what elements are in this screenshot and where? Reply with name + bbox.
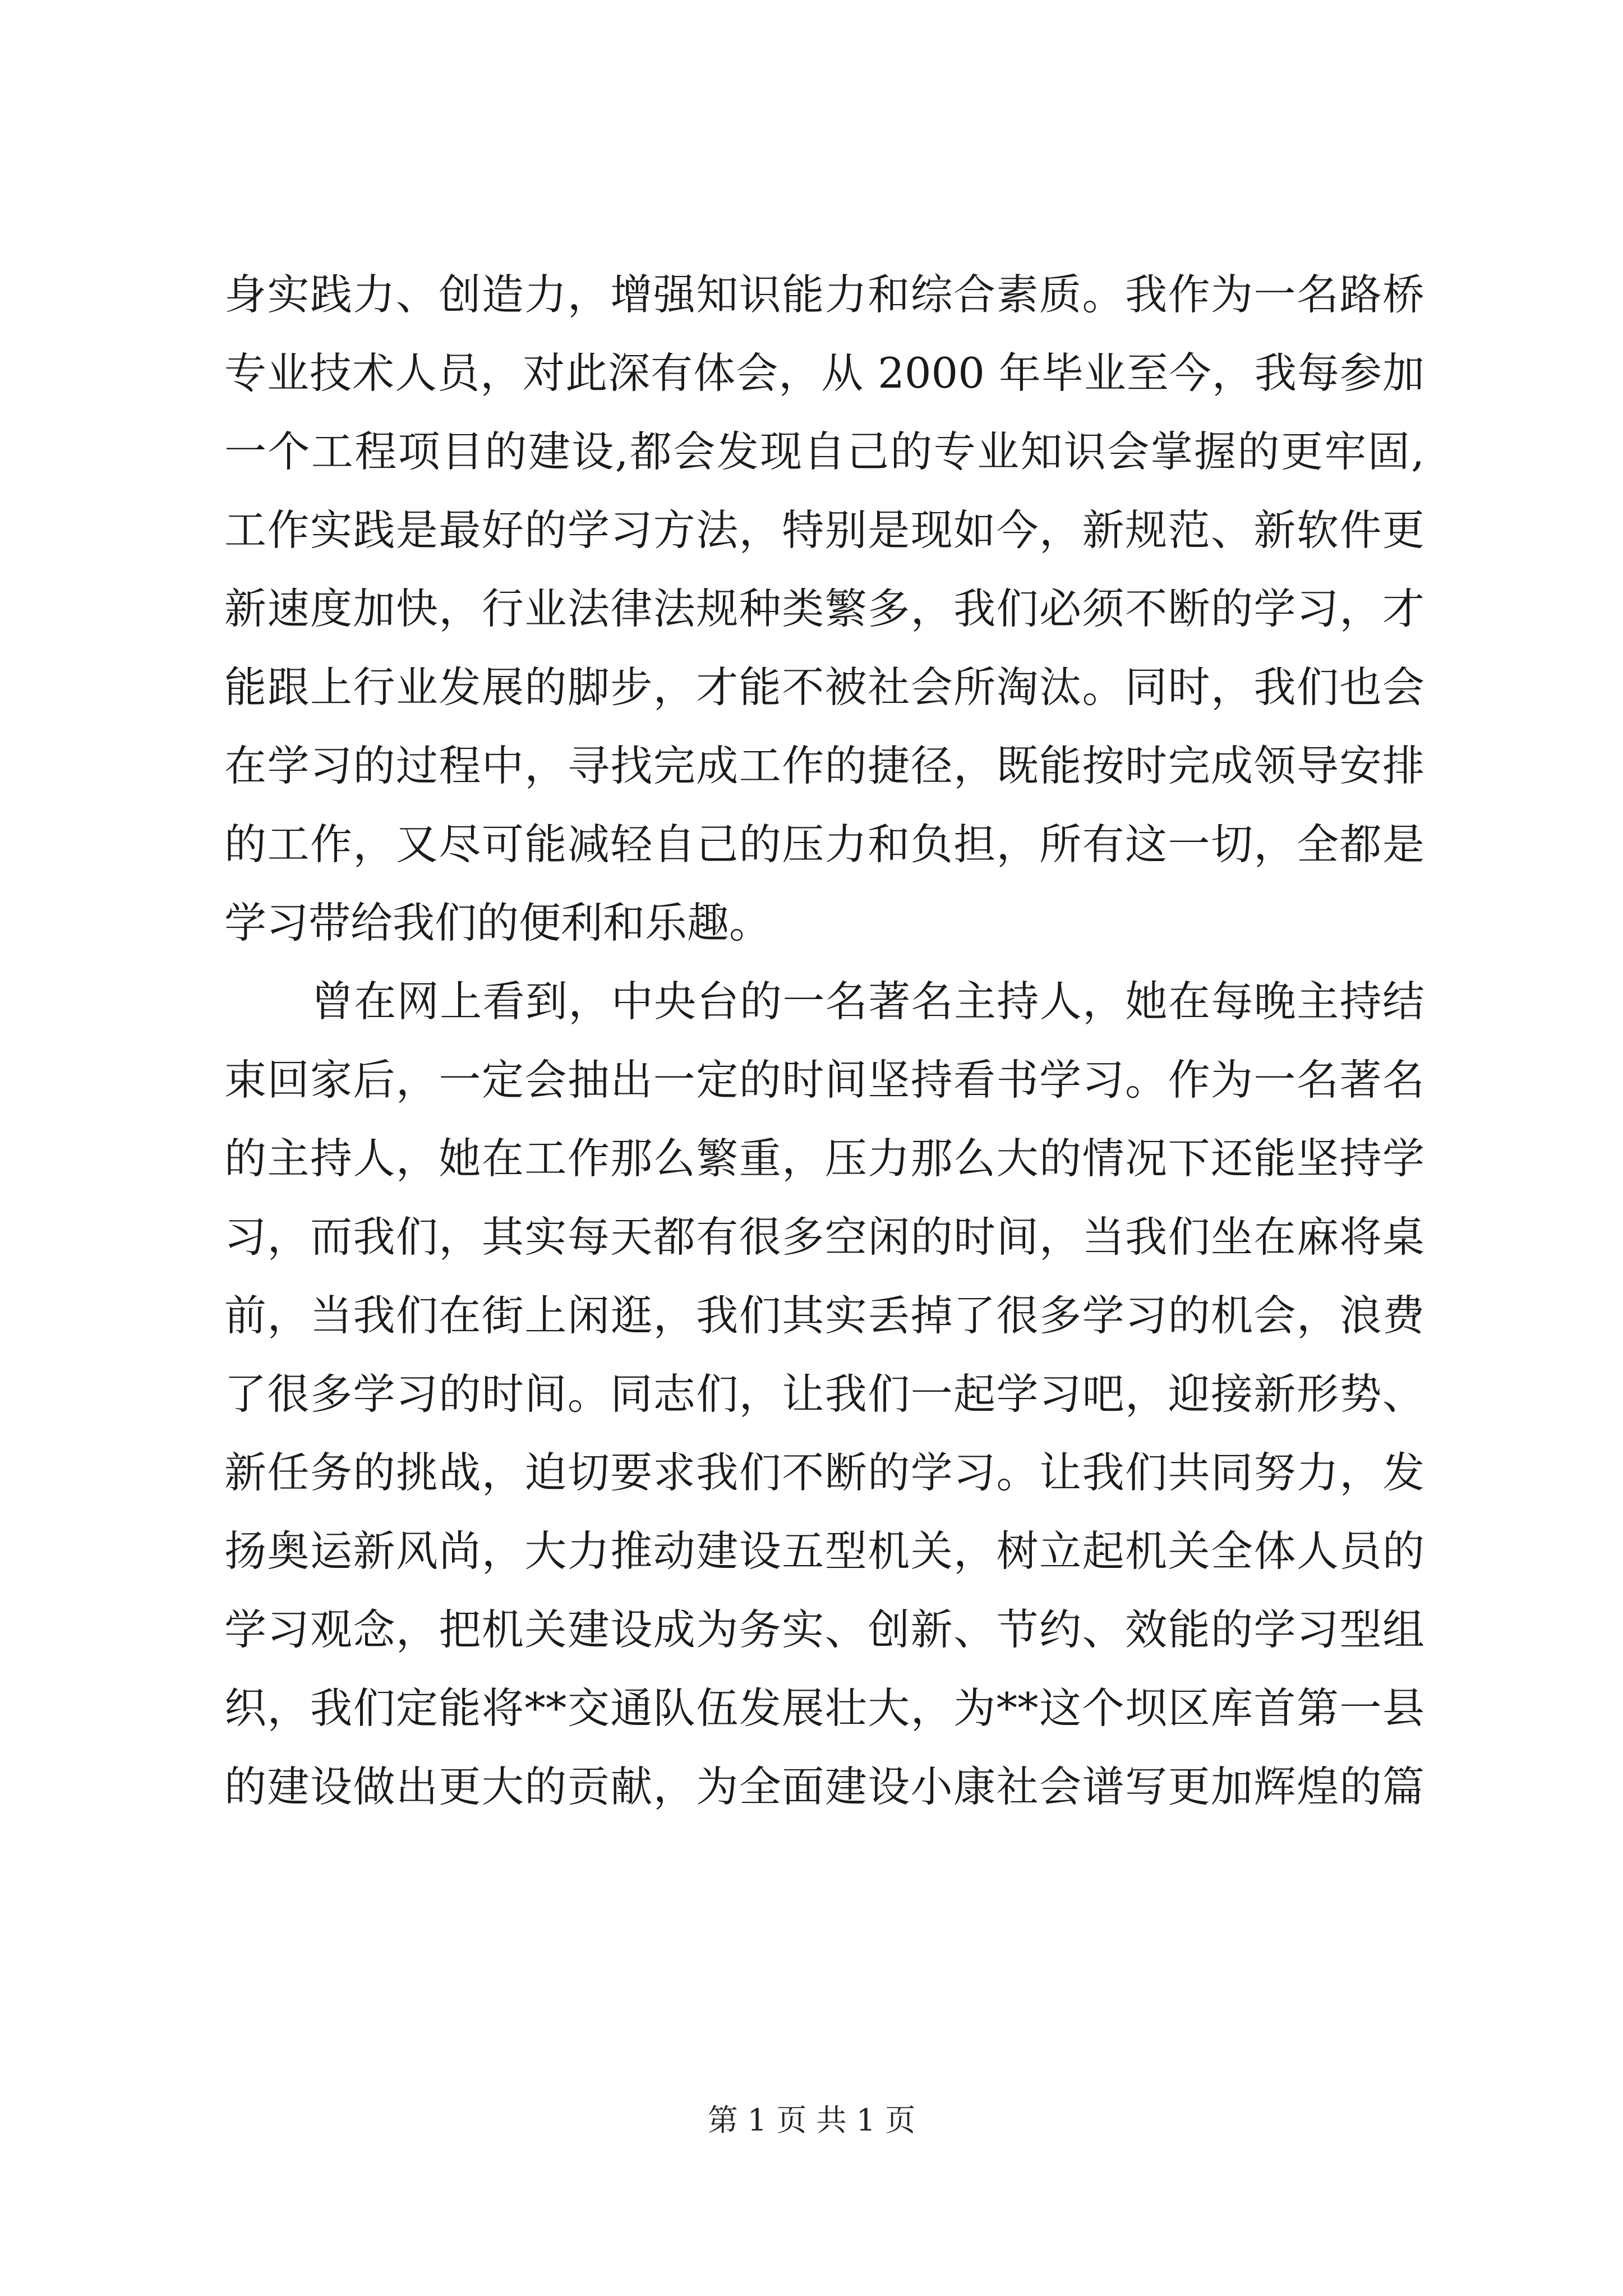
- page-number-footer: 第 1 页 共 1 页: [707, 2102, 916, 2138]
- paragraph-line: 学习带给我们的便利和乐趣。: [224, 898, 772, 947]
- paragraph-line: 身实践力、创造力，增强知识能力和综合素质。我作为一名路桥: [224, 270, 1424, 319]
- paragraph-line: 学习观念，把机关建设成为务实、创新、节约、效能的学习型组: [224, 1605, 1424, 1654]
- paragraph-line: 工作实践是最好的学习方法，特别是现如今，新规范、新软件更: [224, 505, 1424, 555]
- paragraph-line: 的工作，又尽可能减轻自己的压力和负担，所有这一切，全都是: [224, 820, 1424, 869]
- paragraph-line: 一个工程项目的建设,都会发现自己的专业知识会掌握的更牢固,: [224, 427, 1424, 476]
- paragraph-line: 习，而我们，其实每天都有很多空闲的时间，当我们坐在麻将桌: [224, 1212, 1424, 1262]
- paragraph-line: 了很多学习的时间。同志们，让我们一起学习吧，迎接新形势、: [224, 1369, 1424, 1419]
- paragraph-line: 新任务的挑战，迫切要求我们不断的学习。让我们共同努力，发: [224, 1448, 1424, 1497]
- paragraph-line: 在学习的过程中，寻找完成工作的捷径，既能按时完成领导安排: [224, 741, 1424, 790]
- paragraph-line: 束回家后，一定会抽出一定的时间坚持看书学习。作为一名著名: [224, 1055, 1424, 1105]
- paragraph-line: 曾在网上看到，中央台的一名著名主持人，她在每晚主持结: [311, 977, 1424, 1026]
- paragraph-line: 能跟上行业发展的脚步，才能不被社会所淘汰。同时，我们也会: [224, 662, 1424, 712]
- paragraph-line: 的主持人，她在工作那么繁重，压力那么大的情况下还能坚持学: [224, 1134, 1424, 1183]
- paragraph-line: 的建设做出更大的贡献，为全面建设小康社会谱写更加辉煌的篇: [224, 1762, 1424, 1811]
- paragraph-line: 前，当我们在街上闲逛，我们其实丢掉了很多学习的机会，浪费: [224, 1291, 1424, 1340]
- paragraph-line: 织，我们定能将**交通队伍发展壮大，为**这个坝区库首第一县: [224, 1683, 1424, 1733]
- paragraph-line: 新速度加快，行业法律法规种类繁多，我们必须不断的学习，才: [224, 584, 1424, 633]
- paragraph-line: 扬奥运新风尚，大力推动建设五型机关，树立起机关全体人员的: [224, 1526, 1424, 1576]
- paragraph-line: 专业技术人员，对此深有体会，从 2000 年毕业至今，我每参加: [224, 348, 1424, 398]
